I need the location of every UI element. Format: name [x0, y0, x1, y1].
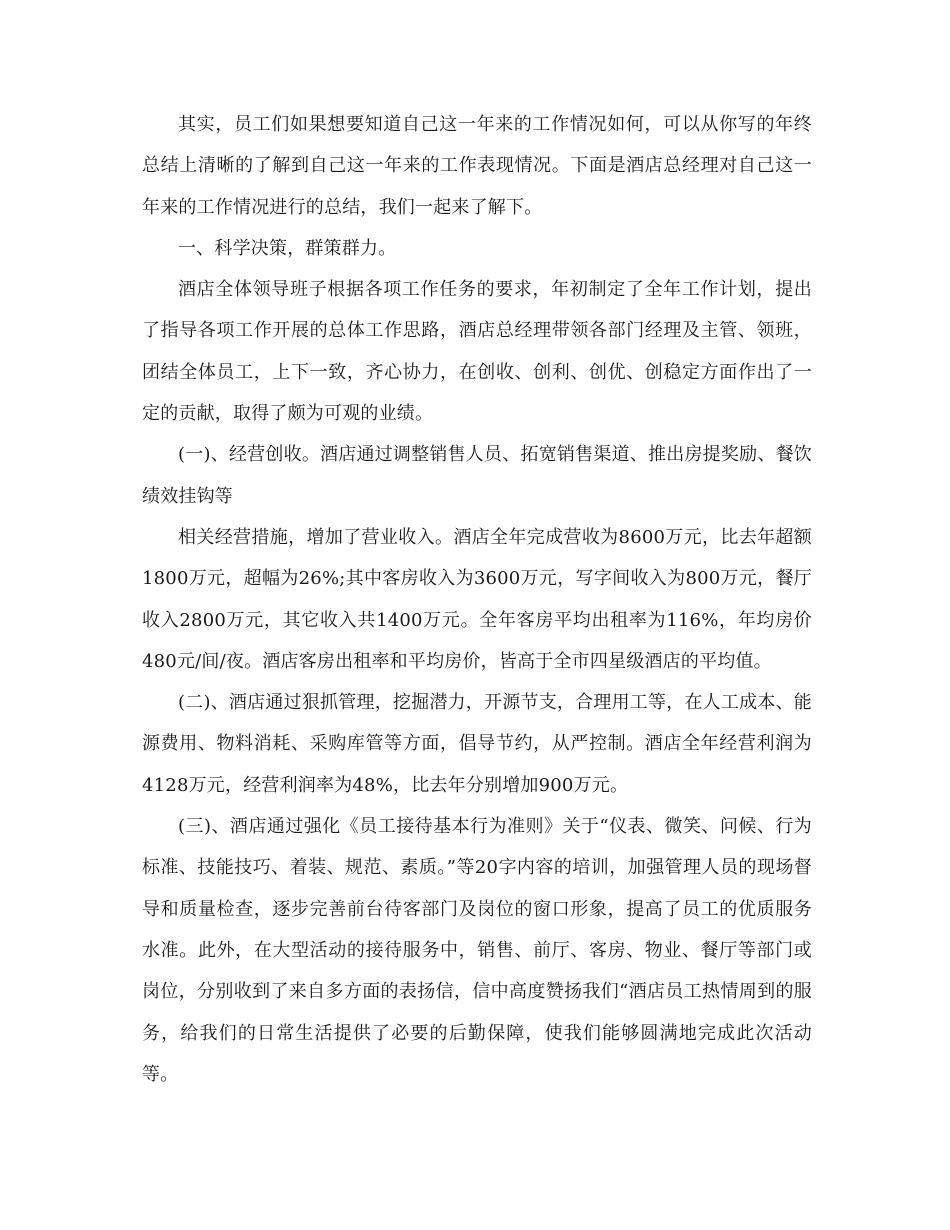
section-heading-1: 一、科学决策，群策群力。 — [178, 237, 397, 259]
paragraph-revenue-details: 相关经营措施，增加了营业收入。酒店全年完成营收为8600万元，比去年超额1800万元，超幅为26%;其中客房收入为3600万元，写字间收入为800万元，餐厅收入2800万元，其它收入共1400万元。全年客房平均出租率为116%，年均房价480元/间/夜。酒店客房出租率和平均房价，皆高于全市四星级酒店的平均值。 — [142, 526, 812, 672]
paragraph-leadership: 酒店全体领导班子根据各项工作任务的要求，年初制定了全年工作计划，提出了指导各项工作开展的总体工作思路，酒店总经理带领各部门经理及主管、领班，团结全体员工，上下一致，齐心协力，在创收、创利、创优、创稳定方面作出了一定的贡献，取得了颇为可观的业绩。 — [142, 279, 812, 425]
paragraph-service-quality: (三)、酒店通过强化《员工接待基本行为准则》关于“仪表、微笑、问候、行为标准、技能技巧、着装、规范、素质。”等20字内容的培训，加强管理人员的现场督导和质量检查，逐步完善前台待客部门及岗位的窗口形象，提高了员工的优质服务水准。此外，在大型活动的接待服务中，销售、前厅、客房、物业、餐厅等部门或岗位，分别收到了来自多方面的表扬信，信中高度赞扬我们“酒店员工热情周到的服务，给我们的日常生活提供了必要的后勤保障，使我们能够圆满地完成此次活动等。 — [142, 816, 812, 1085]
document-body — [142, 104, 812, 1095]
paragraph-intro: 其实，员工们如果想要知道自己这一年来的工作情况如何，可以从你写的年终总结上清晰的了解到自己这一年来的工作表现情况。下面是酒店总经理对自己这一年来的工作情况进行的总结，我们一起来了解下。 — [142, 114, 812, 218]
paragraph-revenue-heading: (一)、经营创收。酒店通过调整销售人员、拓宽销售渠道、推出房提奖励、餐饮绩效挂钩等 — [142, 444, 812, 507]
paragraph-cost-control: (二)、酒店通过狠抓管理，挖掘潜力，开源节支，合理用工等，在人工成本、能源费用、物料消耗、采购库管等方面，倡导节约，从严控制。酒店全年经营利润为4128万元，经营利润率为48%，比去年分别增加900万元。 — [142, 692, 812, 796]
